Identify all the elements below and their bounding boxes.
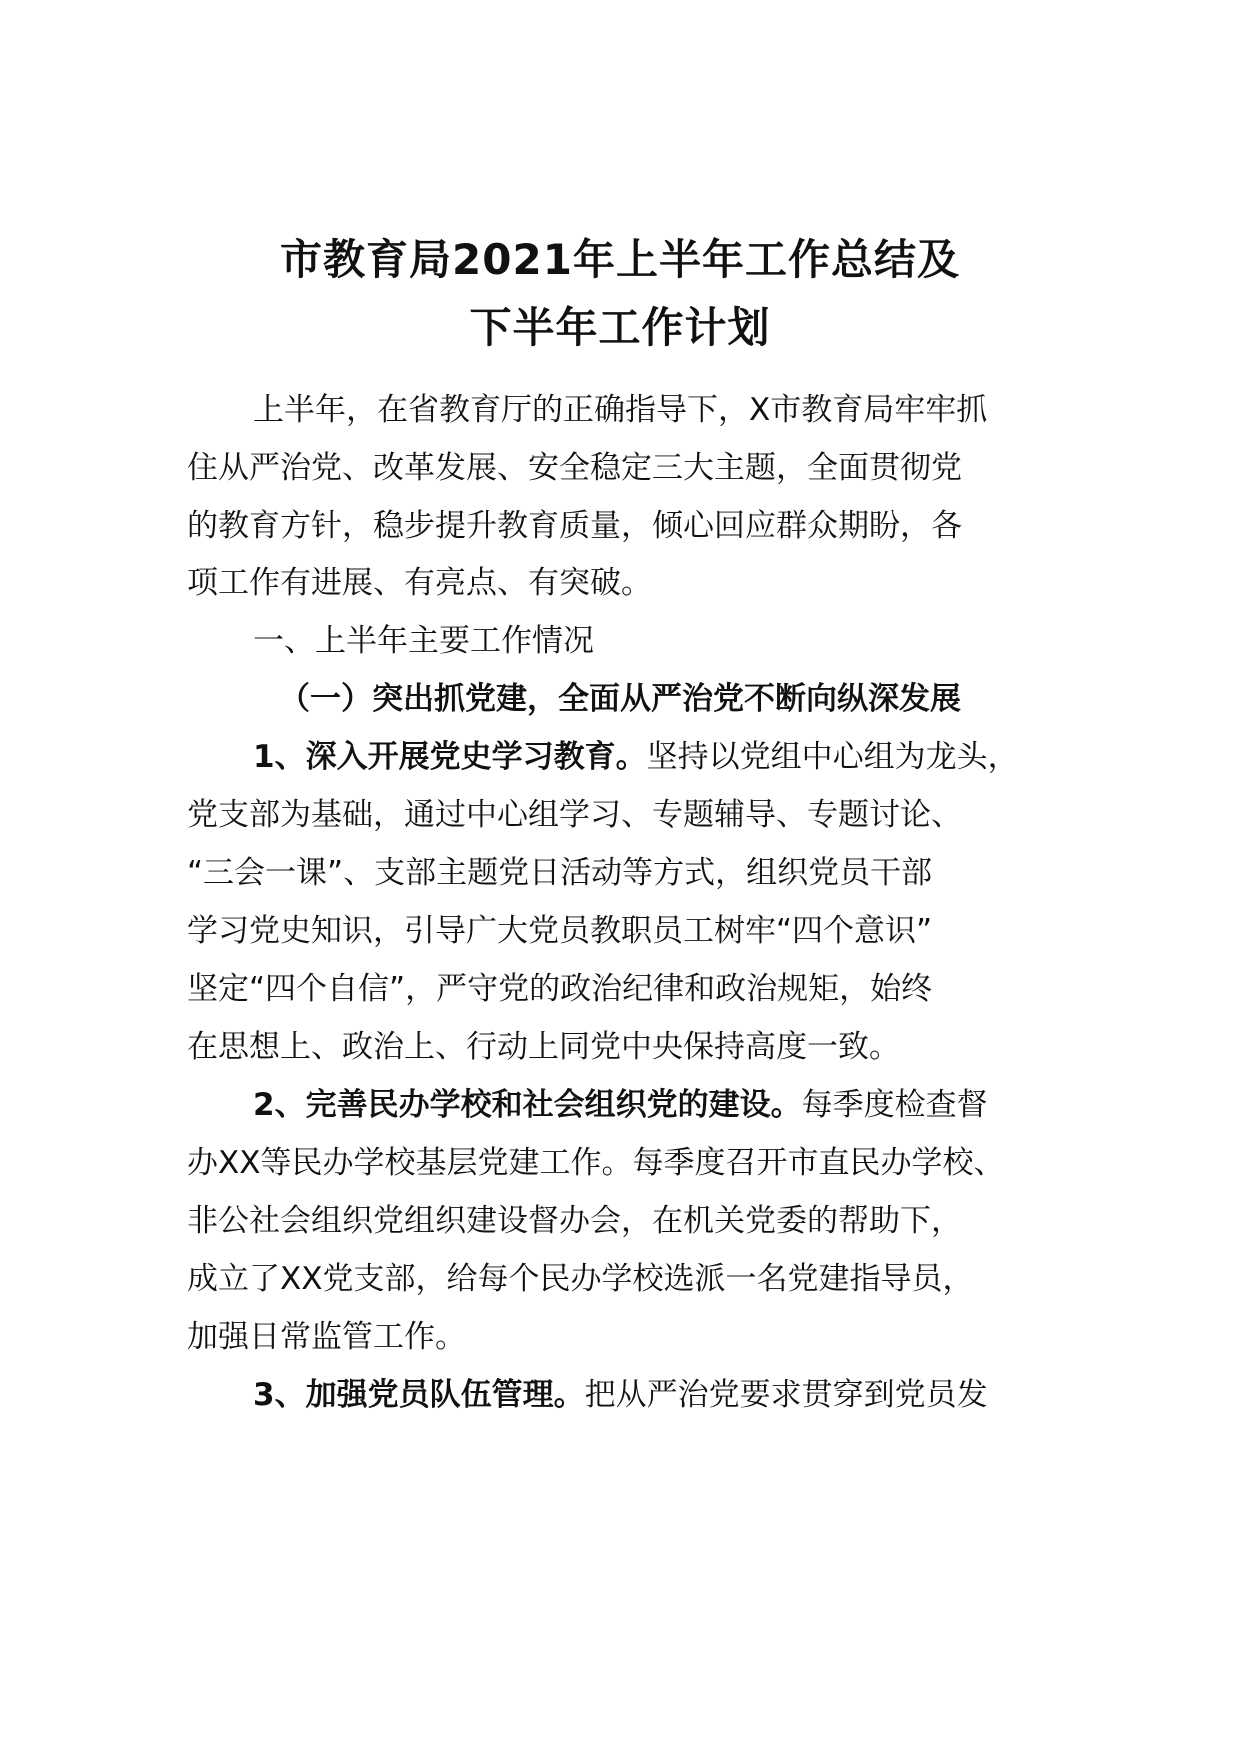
item3-heading: 3、加强党员队伍管理。	[253, 1377, 585, 1413]
intro-line-3: 的教育方针，稳步提升教育质量，倾心回应群众期盼，各	[187, 508, 962, 544]
item2-line-4: 成立了XX党支部，给每个民办学校选派一名党建指导员，	[187, 1261, 974, 1297]
item1-first-line	[253, 735, 1019, 779]
section-heading: 一、上半年主要工作情况	[253, 623, 594, 659]
item2-line-5: 加强日常监管工作。	[187, 1319, 466, 1355]
item2-line-2: 办XX等民办学校基层党建工作。每季度召开市直民办学校、	[187, 1145, 1005, 1181]
subsection-heading: （一）突出抓党建，全面从严治党不断向纵深发展	[279, 681, 961, 717]
item1-heading: 1、深入开展党史学习教育。	[253, 739, 647, 775]
document-title-line-1: 市教育局2021年上半年工作总结及	[280, 235, 960, 284]
item1-line-2: 党支部为基础，通过中心组学习、专题辅导、专题讨论、	[187, 797, 962, 833]
intro-line-1: 上半年，在省教育厅的正确指导下，X市教育局牢牢抓	[253, 392, 988, 428]
item2-heading: 2、完善民办学校和社会组织党的建设。	[253, 1087, 802, 1123]
item1-line-5: 坚定“四个自信”，严守党的政治纪律和政治规矩，始终	[187, 971, 933, 1007]
item1-line-6: 在思想上、政治上、行动上同党中央保持高度一致。	[187, 1029, 900, 1065]
item1-line-4: 学习党史知识，引导广大党员教职员工树牢“四个意识”	[187, 913, 933, 949]
intro-line-4: 项工作有进展、有亮点、有突破。	[187, 565, 652, 601]
item2-first-line	[253, 1083, 988, 1127]
item2-text: 每季度检查督	[801, 1087, 988, 1123]
item3-first-line	[253, 1373, 988, 1417]
item1-line-3: “三会一课”、支部主题党日活动等方式，组织党员干部	[187, 855, 933, 891]
item3-text: 把从严治党要求贯穿到党员发	[584, 1377, 988, 1413]
item1-text: 坚持以党组中心组为龙头，	[646, 739, 1019, 775]
intro-line-2: 住从严治党、改革发展、安全稳定三大主题，全面贯彻党	[187, 450, 962, 486]
document-title-line-2: 下半年工作计划	[469, 303, 771, 352]
item2-line-3: 非公社会组织党组织建设督办会，在机关党委的帮助下，	[187, 1203, 962, 1239]
